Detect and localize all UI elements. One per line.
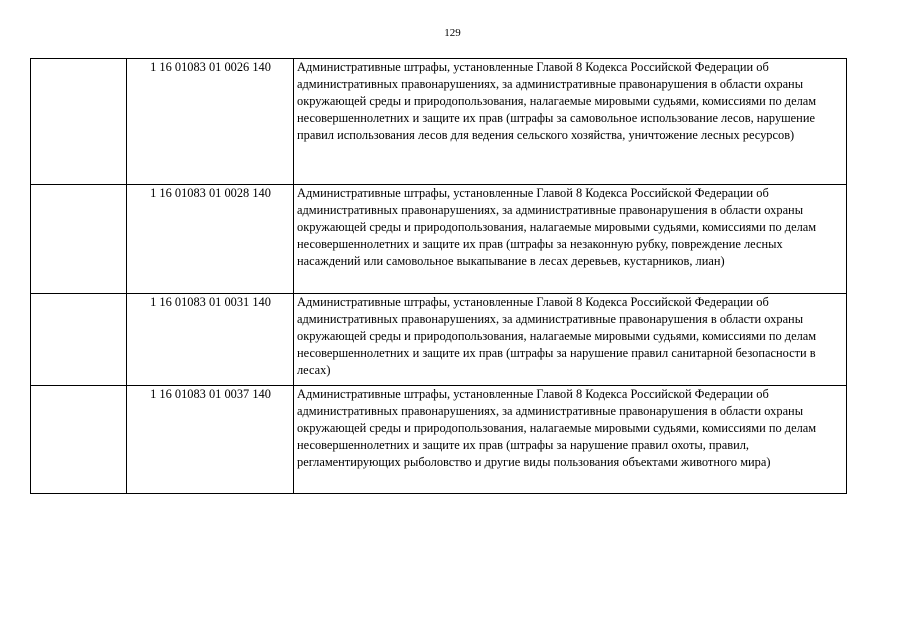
admin-code-cell [31,294,127,386]
admin-code-cell [31,386,127,494]
admin-code-cell [31,59,127,185]
budget-code-cell: 1 16 01083 01 0026 140 [127,59,294,185]
table-row [31,386,847,494]
budget-codes-table [30,58,847,494]
table-row [31,59,847,185]
budget-code-cell: 1 16 01083 01 0028 140 [127,185,294,294]
description-cell: Административные штрафы, установленные Главой 8 Кодекса Российской Федерации об административных правонарушениях, за административные правонарушения в области охраны окружающей среды и природопользования, налагаемые мировыми судьями, комиссиями по делам несовершеннолетних и защите их прав (штрафы за незаконную рубку, повреждение лесных насаждений или самовольное выкапывание в лесах деревьев, кустарников, лиан) [294,185,847,294]
table-row [31,185,847,294]
description-cell: Административные штрафы, установленные Главой 8 Кодекса Российской Федерации об административных правонарушениях, за административные правонарушения в области охраны окружающей среды и природопользования, налагаемые мировыми судьями, комиссиями по делам несовершеннолетних и защите их прав (штрафы за нарушение правил охоты, правил, регламентирующих рыболовство и другие виды пользования объектами животного мира) [294,386,847,494]
budget-code-cell: 1 16 01083 01 0037 140 [127,386,294,494]
page-number: 129 [444,27,461,39]
budget-code-cell: 1 16 01083 01 0031 140 [127,294,294,386]
description-cell: Административные штрафы, установленные Главой 8 Кодекса Российской Федерации об административных правонарушениях, за административные правонарушения в области охраны окружающей среды и природопользования, налагаемые мировыми судьями, комиссиями по делам несовершеннолетних и защите их прав (штрафы за самовольное использование лесов, нарушение правил использования лесов для ведения сельского хозяйства, уничтожение лесных ресурсов) [294,59,847,185]
description-cell: Административные штрафы, установленные Главой 8 Кодекса Российской Федерации об административных правонарушениях, за административные правонарушения в области охраны окружающей среды и природопользования, налагаемые мировыми судьями, комиссиями по делам несовершеннолетних и защите их прав (штрафы за нарушение правил санитарной безопасности в лесах) [294,294,847,386]
admin-code-cell [31,185,127,294]
table-row [31,294,847,386]
